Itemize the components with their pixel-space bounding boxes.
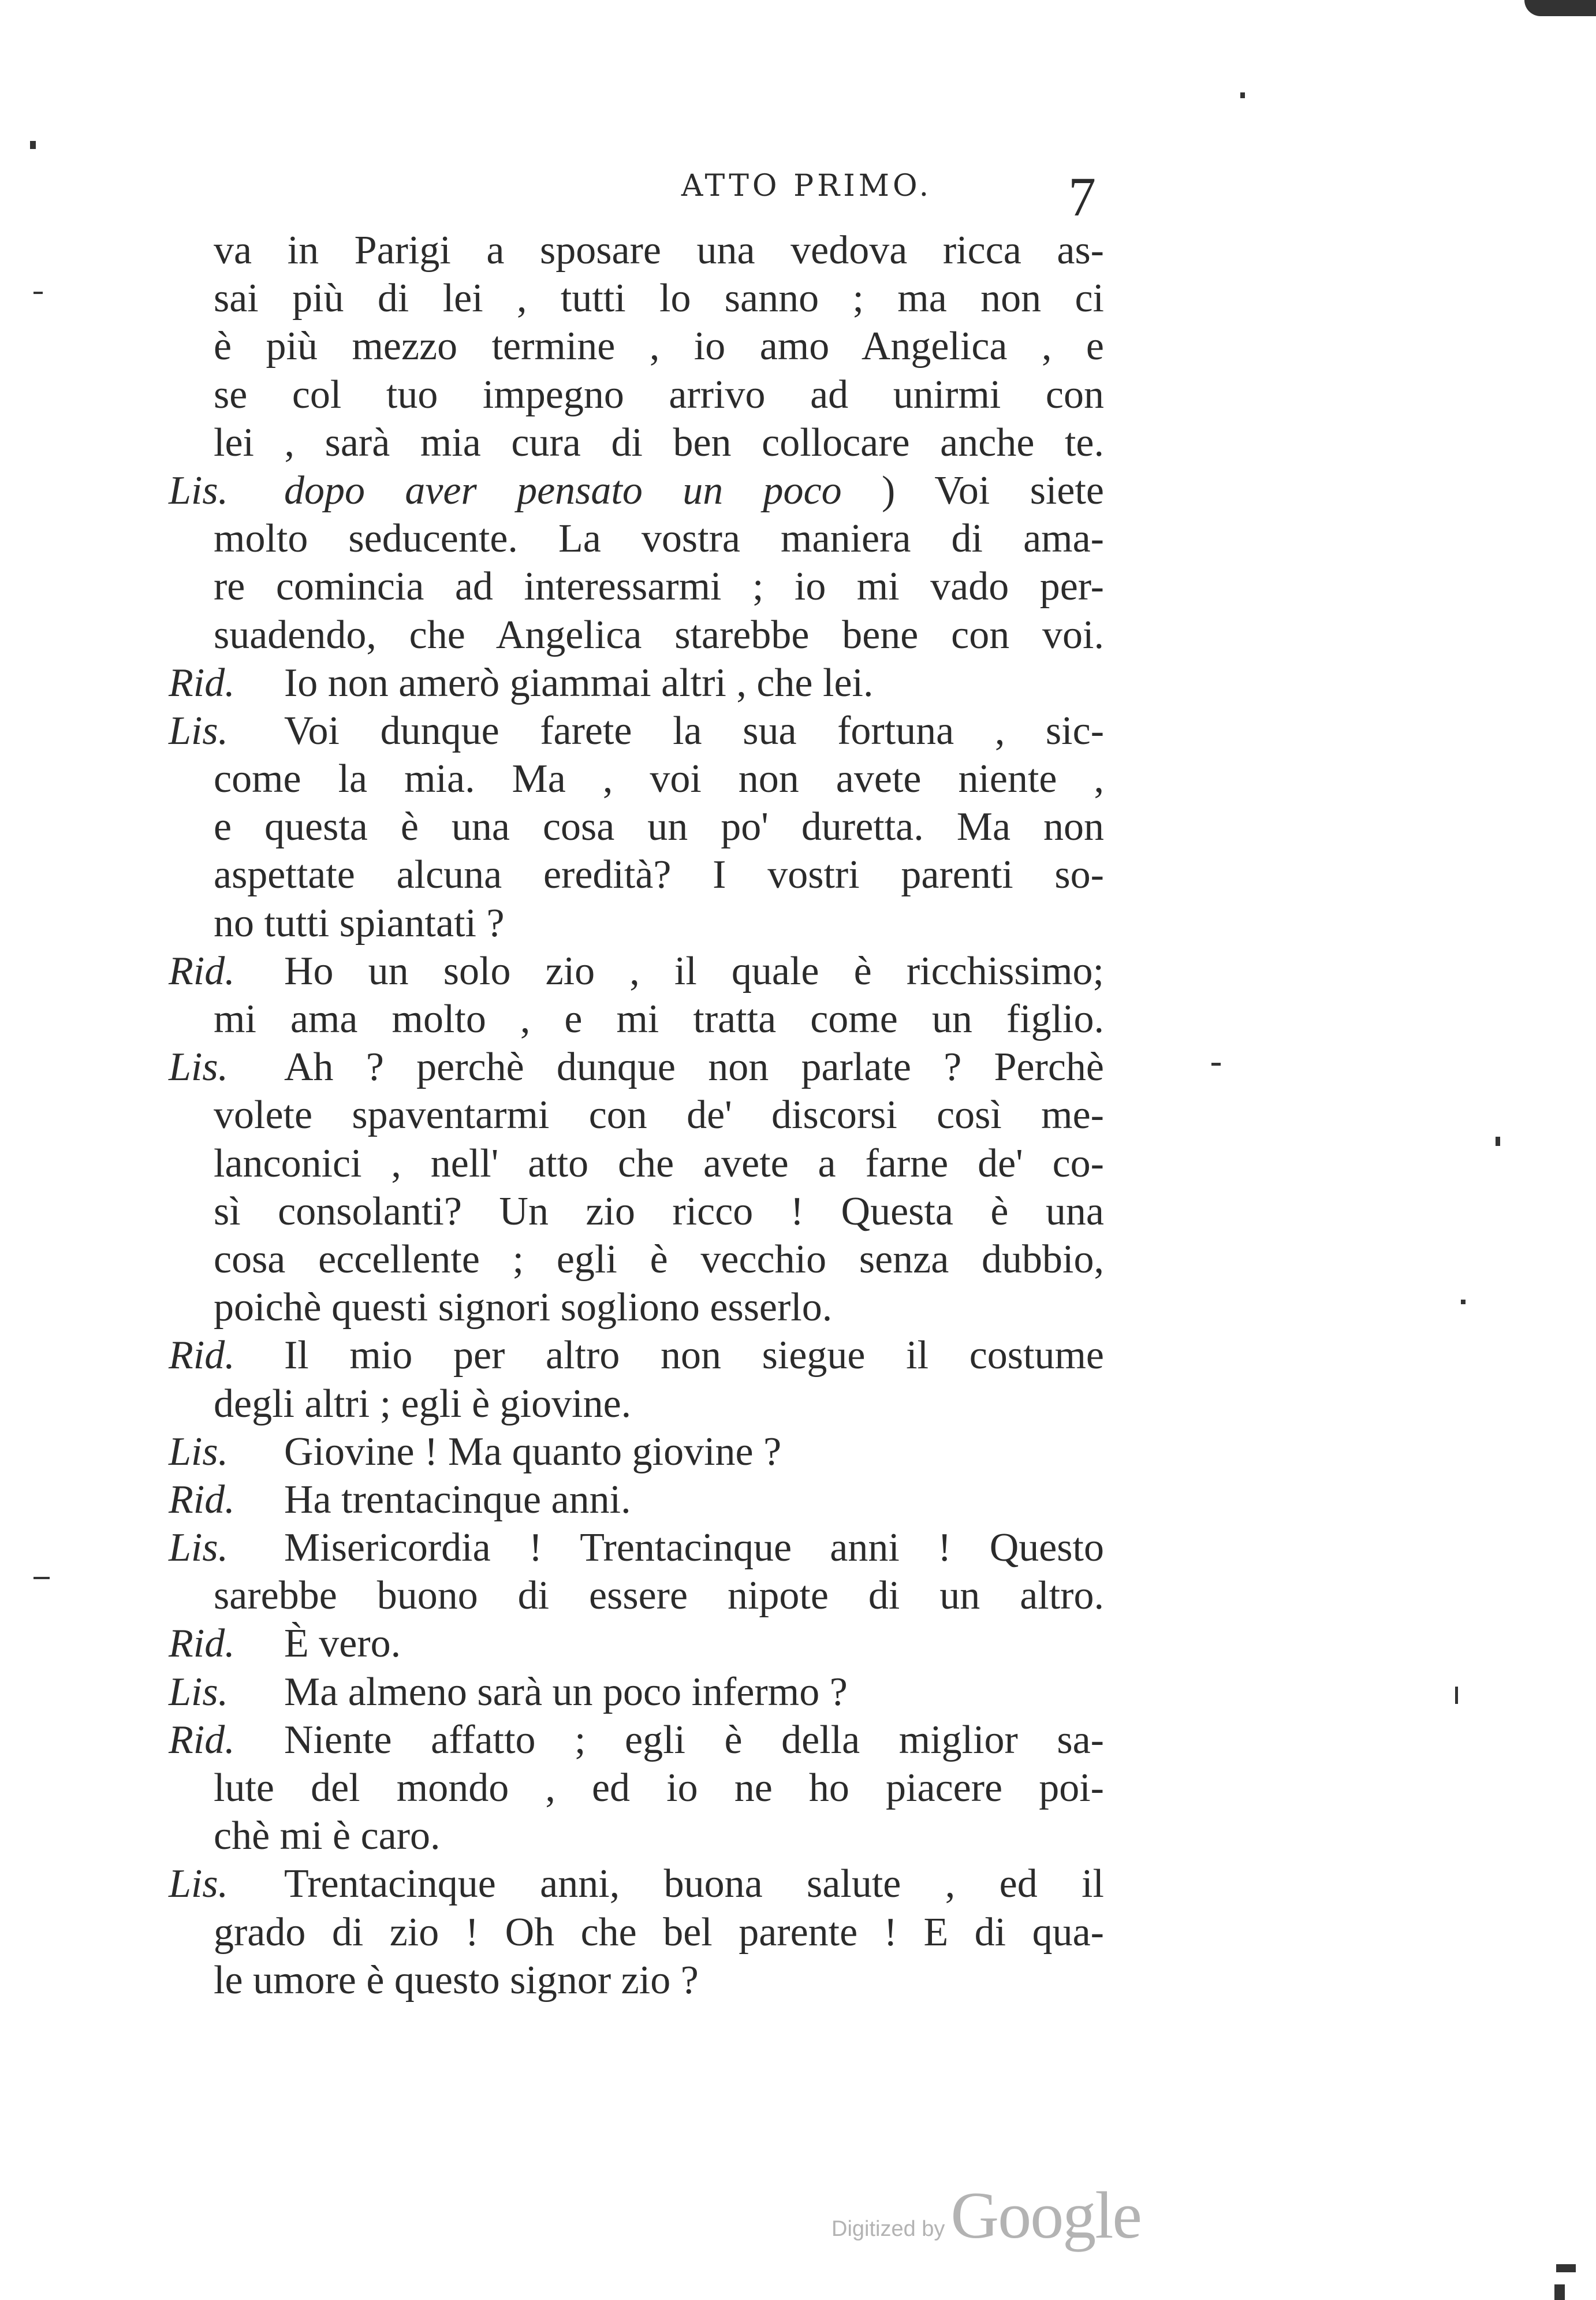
line-text: sarebbe buono di essere nipote di un altro.: [214, 1573, 1104, 1618]
continuation-line: [169, 1812, 1104, 1860]
line-text: molto seducente. La vostra maniera di ama-: [214, 516, 1104, 561]
digitized-by-google-watermark: [831, 2178, 1141, 2254]
line-text: volete spaventarmi con de' discorsi così me-: [214, 1093, 1104, 1138]
line-text: Io non amerò giammai altri , che lei.: [284, 660, 874, 705]
speech-line: [169, 1043, 1104, 1091]
speaker-name: Lis.: [169, 1045, 229, 1090]
line-text: Giovine ! Ma quanto giovine ?: [284, 1429, 782, 1474]
line-text: sì consolanti? Un zio ricco ! Questa è una: [214, 1189, 1104, 1234]
line-text: degli altri ; egli è giovine.: [214, 1381, 632, 1426]
line-text: no tutti spiantati ?: [214, 900, 505, 946]
line-text: Il mio per altro non siegue il costume: [284, 1333, 1104, 1378]
continuation-line: [169, 371, 1104, 419]
google-logo: Google: [950, 2179, 1141, 2253]
line-text: e questa è una cosa un po' duretta. Ma non: [214, 805, 1104, 850]
speaker-name: Rid.: [169, 1717, 235, 1762]
scan-speck: [1556, 2264, 1576, 2272]
line-text: Ho un solo zio , il quale è ricchissimo;: [284, 948, 1104, 993]
continuation-line: [169, 1380, 1104, 1428]
continuation-line: [169, 1283, 1104, 1331]
line-text: poichè questi signori sogliono esserlo.: [214, 1285, 833, 1330]
scan-speck: [30, 141, 36, 149]
line-text: ) Voi siete: [881, 468, 1104, 513]
scan-speck: [1211, 1063, 1221, 1066]
line-content: [284, 1428, 1104, 1476]
speech-line: [169, 1476, 1104, 1524]
speech-line: [169, 659, 1104, 707]
speech-line: [169, 1716, 1104, 1764]
line-content: [284, 1476, 1104, 1524]
line-text: lute del mondo , ed io ne ho piacere poi-: [214, 1766, 1104, 1810]
continuation-line: [169, 995, 1104, 1043]
line-text: è più mezzo termine , io amo Angelica , e: [214, 324, 1104, 369]
line-text: lanconici , nell' atto che avete a farne de' co-: [214, 1141, 1104, 1186]
continuation-line: [169, 419, 1104, 467]
speech-line: [169, 1620, 1104, 1668]
continuation-line: [169, 1188, 1104, 1235]
line-text: le umore è questo signor zio ?: [214, 1957, 699, 2003]
line-text: Ha trentacinque anni.: [284, 1477, 631, 1522]
speaker-name: Rid.: [169, 1477, 235, 1522]
speech-line: [169, 1860, 1104, 1908]
continuation-line: [169, 899, 1104, 947]
scan-speck: [1240, 92, 1245, 98]
continuation-line: [169, 274, 1104, 322]
continuation-line: [169, 1908, 1104, 1956]
continuation-line: [169, 755, 1104, 803]
line-text: come la mia. Ma , voi non avete niente ,: [214, 757, 1104, 802]
speaker-name: Lis.: [169, 1862, 229, 1907]
line-text: È vero.: [284, 1621, 401, 1666]
line-text: Trentacinque anni, buona salute , ed il: [284, 1862, 1104, 1907]
line-content: [284, 1331, 1104, 1379]
speech-line: [169, 947, 1104, 995]
line-text: Niente affatto ; egli è della miglior sa-: [284, 1717, 1104, 1762]
line-content: [284, 1716, 1104, 1764]
line-content: [284, 1620, 1104, 1668]
line-content: [284, 1668, 1104, 1716]
continuation-line: [169, 1140, 1104, 1188]
line-text: sai più di lei , tutti lo sanno ; ma non ci: [214, 276, 1104, 321]
page-number: 7: [1068, 166, 1096, 228]
scan-speck: [1455, 1687, 1458, 1704]
continuation-line: [169, 611, 1104, 659]
speaker-name: Lis.: [169, 1669, 229, 1714]
line-text: lei , sarà mia cura di ben collocare anche te.: [214, 420, 1104, 465]
watermark-prefix: Digitized by: [831, 2217, 945, 2241]
line-content: [284, 947, 1104, 995]
continuation-line: [169, 226, 1104, 274]
line-text: suadendo, che Angelica starebbe bene con voi.: [214, 612, 1104, 657]
continuation-line: [169, 515, 1104, 563]
line-text: mi ama molto , e mi tratta come un figlio.: [214, 997, 1104, 1041]
line-text: Voi dunque farete la sua fortuna , sic-: [284, 708, 1104, 753]
speaker-name: Lis.: [169, 1525, 229, 1570]
line-content: [284, 659, 1104, 707]
scan-speck: [1496, 1137, 1500, 1146]
line-text: Ma almeno sarà un poco infermo ?: [284, 1669, 848, 1714]
speaker-name: Rid.: [169, 660, 235, 705]
line-text: aspettate alcuna eredità? I vostri parenti so-: [214, 853, 1104, 898]
continuation-line: [169, 563, 1104, 611]
speaker-name: Lis.: [169, 1429, 229, 1474]
continuation-line: [169, 1764, 1104, 1812]
continuation-line: [169, 1956, 1104, 2004]
scan-edge-mark: [1524, 0, 1596, 16]
stage-direction: dopo aver pensato un poco: [284, 468, 842, 513]
speech-line: [169, 1331, 1104, 1379]
scan-speck: [33, 1577, 50, 1579]
continuation-line: [169, 1091, 1104, 1139]
continuation-line: [169, 322, 1104, 370]
line-content: [284, 1860, 1104, 1908]
dialogue-text: [169, 226, 1104, 2004]
continuation-line: [169, 803, 1104, 851]
speaker-name: Lis.: [169, 708, 229, 753]
running-head: ATTO PRIMO.: [681, 169, 933, 203]
line-text: Ah ? perchè dunque non parlate ? Perchè: [284, 1045, 1104, 1090]
scan-speck: [33, 292, 43, 294]
speech-line: [169, 1668, 1104, 1716]
line-text: re comincia ad interessarmi ; io mi vado per-: [214, 564, 1104, 609]
continuation-line: [169, 1572, 1104, 1620]
speech-line: [169, 1524, 1104, 1572]
speaker-name: Rid.: [169, 1333, 235, 1378]
scan-speck: [1554, 2284, 1565, 2300]
continuation-line: [169, 1235, 1104, 1283]
line-content: [284, 1043, 1104, 1091]
speech-line: [169, 467, 1104, 515]
line-text: Misericordia ! Trentacinque anni ! Questo: [284, 1525, 1104, 1570]
line-text: se col tuo impegno arrivo ad unirmi con: [214, 372, 1104, 417]
speech-line: [169, 1428, 1104, 1476]
line-text: grado di zio ! Oh che bel parente ! E di qua-: [214, 1910, 1104, 1955]
line-content: [284, 707, 1104, 755]
line-text: va in Parigi a sposare una vedova ricca as-: [214, 228, 1104, 273]
speaker-name: Rid.: [169, 1621, 235, 1666]
speech-line: [169, 707, 1104, 755]
scan-speck: [1461, 1300, 1466, 1304]
line-text: cosa eccellente ; egli è vecchio senza dubbio,: [214, 1237, 1104, 1282]
continuation-line: [169, 851, 1104, 899]
speaker-name: Rid.: [169, 948, 235, 993]
line-text: chè mi è caro.: [214, 1814, 441, 1859]
line-content: [284, 467, 1104, 515]
speaker-name: Lis.: [169, 468, 229, 513]
line-content: [284, 1524, 1104, 1572]
